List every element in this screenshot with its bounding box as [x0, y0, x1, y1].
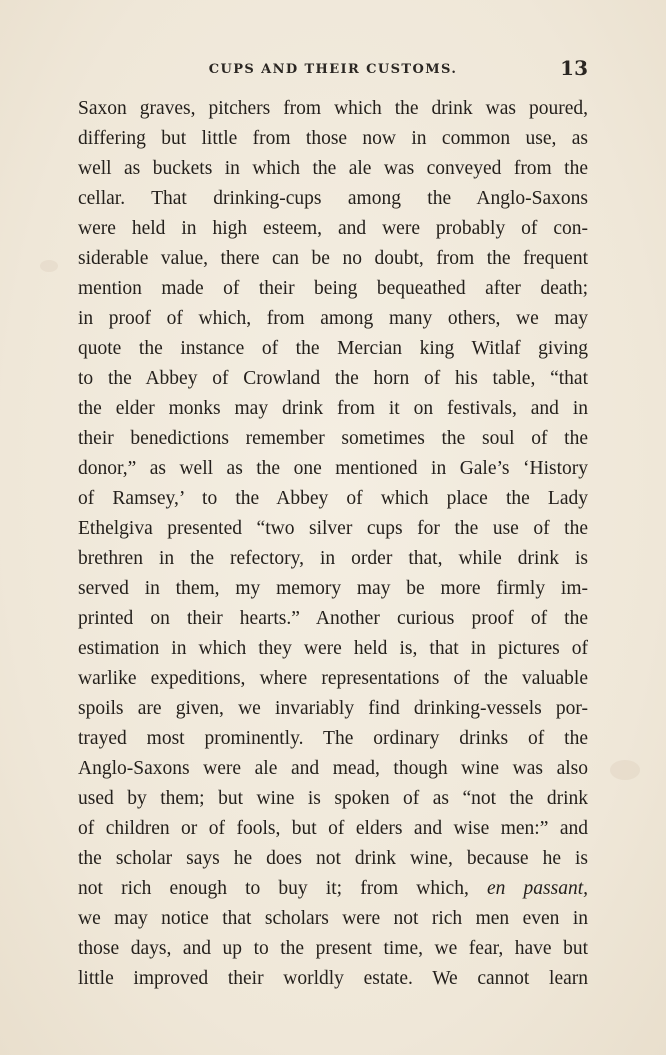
text-line: the elder monks may drink from it on festivals, and in	[78, 398, 588, 419]
text-line: Anglo-Saxons were ale and mead, though wine was also	[78, 758, 588, 779]
text-line: we may notice that scholars were not rich men even in	[78, 908, 588, 929]
text-line: cellar. That drinking-cups among the Anglo-Saxons	[78, 188, 588, 209]
text-line: well as buckets in which the ale was conveyed from the	[78, 158, 588, 179]
text-line: those days, and up to the present time, we fear, have but	[78, 938, 588, 959]
text-line: little improved their worldly estate. We cannot learn	[78, 968, 588, 989]
text-line: siderable value, there can be no doubt, from the frequent	[78, 248, 588, 269]
text-line: the scholar says he does not drink wine, because he is	[78, 848, 588, 869]
text-line: donor,” as well as the one mentioned in Gale’s ‘History	[78, 458, 588, 479]
text-line: trayed most prominently. The ordinary drinks of the	[78, 728, 588, 749]
text-line: warlike expeditions, where representations of the valuable	[78, 668, 588, 689]
running-head	[78, 56, 588, 84]
text-line: differing but little from those now in common use, as	[78, 128, 588, 149]
text-line: of children or of fools, but of elders and wise men:” and	[78, 818, 588, 839]
text-line: printed on their hearts.” Another curious proof of the	[78, 608, 588, 629]
text-line: of Ramsey,’ to the Abbey of which place the Lady	[78, 488, 588, 509]
text-line: served in them, my memory may be more firmly im-	[78, 578, 588, 599]
running-head-title: CUPS AND THEIR CUSTOMS.	[208, 62, 458, 77]
paper-stain	[40, 260, 58, 272]
text-segment: not rich enough to buy it; from which,	[78, 878, 487, 899]
text-line: were held in high esteem, and were probably of con-	[78, 218, 588, 239]
text-line: Ethelgiva presented “two silver cups for the use of the	[78, 518, 588, 539]
text-line: spoils are given, we invariably find drinking-vessels por-	[78, 698, 588, 719]
body-text	[78, 94, 588, 994]
text-line: to the Abbey of Crowland the horn of his table, “that	[78, 368, 588, 389]
text-line: used by them; but wine is spoken of as “not the drink	[78, 788, 588, 809]
text-line: mention made of their being bequeathed after death;	[78, 278, 588, 299]
italic-phrase: en passant,	[486, 878, 588, 899]
text-line: estimation in which they were held is, that in pictures of	[78, 638, 588, 659]
text-line: in proof of which, from among many others, we may	[78, 308, 588, 329]
text-line: their benedictions remember sometimes the soul of the	[78, 428, 588, 449]
text-line: brethren in the refectory, in order that, while drink is	[78, 548, 588, 569]
paper-stain	[610, 760, 640, 780]
page-number: 13	[560, 56, 588, 80]
text-line: Saxon graves, pitchers from which the drink was poured,	[78, 98, 588, 119]
text-line-with-italic	[78, 874, 588, 904]
text-line: quote the instance of the Mercian king Witlaf giving	[78, 338, 588, 359]
